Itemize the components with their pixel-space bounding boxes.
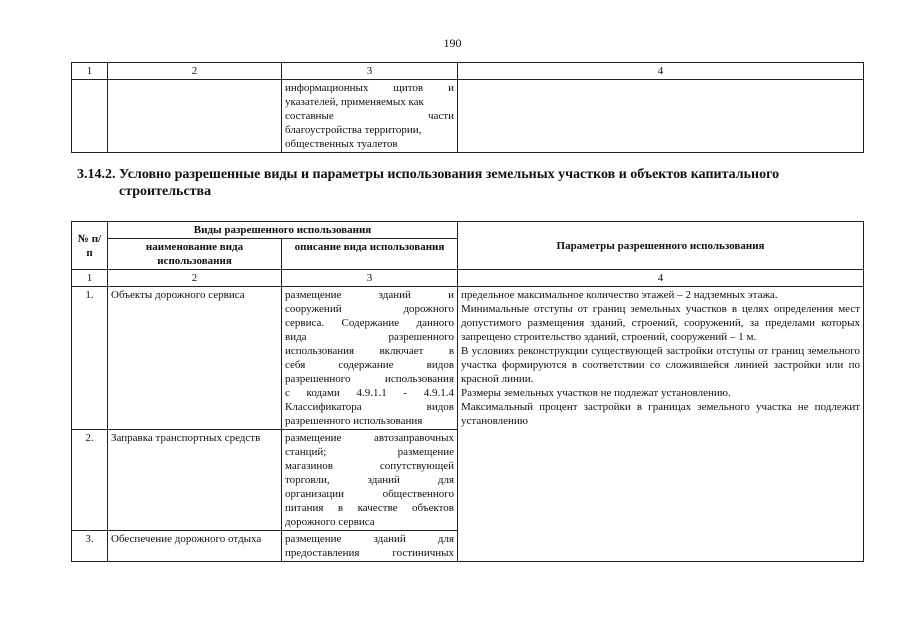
section-title-line2: строительства: [119, 184, 212, 199]
desc-line: магазинов сопутствующей: [285, 460, 455, 472]
section-heading: [77, 166, 857, 200]
desc-line: разрешенного использования: [285, 373, 455, 385]
col-number: 4: [458, 63, 864, 80]
section-number: 3.14.2.: [77, 167, 116, 182]
row-name: Объекты дорожного сервиса: [108, 287, 282, 430]
col-number: 3: [282, 63, 458, 80]
row-name: Заправка транспортных средств: [108, 430, 282, 531]
desc-line: размещение автозаправочных: [285, 432, 455, 444]
row-num: 1.: [72, 287, 108, 430]
params-cell: [458, 287, 864, 562]
desc-line: Классификатора видов: [285, 401, 455, 413]
row-desc: [282, 531, 458, 562]
cell-name: [108, 80, 282, 153]
row-num: 2.: [72, 430, 108, 531]
desc-line: себя содержание видов: [285, 359, 455, 371]
desc-line: вида разрешенного: [285, 331, 455, 343]
col-number: 2: [108, 270, 282, 287]
desc-line: сооружений дорожного: [285, 303, 455, 315]
desc-line: сервиса. Содержание данного: [285, 317, 455, 329]
col-number: 3: [282, 270, 458, 287]
desc-line: с кодами 4.9.1.1 - 4.9.1.4: [285, 387, 455, 399]
desc-line: общественных туалетов: [285, 138, 398, 150]
desc-line: информационных щитов и: [285, 82, 454, 94]
desc-line: размещение зданий и: [285, 289, 455, 301]
header-params: Параметры разрешенного использования: [458, 222, 864, 270]
cell-params: [458, 80, 864, 153]
desc-line: торговли, зданий для: [285, 474, 455, 486]
col-number: 1: [72, 270, 108, 287]
col-number: 2: [108, 63, 282, 80]
row-desc: [282, 287, 458, 430]
desc-line: станций; размещение: [285, 446, 455, 458]
row-desc: [282, 430, 458, 531]
header-types-group: Виды разрешенного использования: [108, 222, 458, 239]
column-number-row: [72, 63, 864, 80]
cell-desc: [282, 80, 458, 153]
param-paragraph: В условиях реконструкции существующей застройки отступы от границ земельного участка формируются в соответствии со сложившейся линией застройки или по красной линии.: [461, 345, 861, 385]
param-paragraph: Размеры земельных участков не подлежат установлению.: [461, 387, 731, 399]
header-name: наименование вида использования: [108, 239, 282, 270]
header-row-1: [72, 222, 864, 239]
param-paragraph: Максимальный процент застройки в границах земельного участка не подлежит установлению: [461, 401, 861, 427]
desc-line: организации общественного: [285, 488, 455, 500]
desc-line: использования включает в: [285, 345, 455, 357]
desc-line: разрешенного использования: [285, 415, 423, 427]
desc-line: дорожного сервиса: [285, 516, 375, 528]
col-number: 4: [458, 270, 864, 287]
desc-line: благоустройства территории,: [285, 124, 422, 136]
row-num: 3.: [72, 531, 108, 562]
param-paragraph: Минимальные отступы от границ земельных участков в целях определения мест допустимого размещения зданий, строений, сооружений, за пределами которых запрещено строительство зданий, строений, сооружений – 1 м.: [461, 303, 861, 343]
land-use-table: [71, 221, 864, 562]
cell-num: [72, 80, 108, 153]
page-number: 190: [443, 36, 462, 50]
header-desc: описание вида использования: [282, 239, 458, 270]
desc-line: размещение зданий для: [285, 533, 455, 545]
desc-line: указателей, применяемых как: [285, 96, 424, 108]
header-num: № п/п: [72, 222, 108, 270]
param-paragraph: предельное максимальное количество этажей – 2 надземных этажа.: [461, 289, 778, 301]
table-row: [72, 287, 864, 430]
desc-line: питания в качестве объектов: [285, 502, 455, 514]
continuation-table: [71, 62, 864, 153]
section-title-line1: Условно разрешенные виды и параметры использования земельных участков и объектов капитального: [119, 167, 780, 182]
desc-line: предоставления гостиничных: [285, 547, 455, 559]
col-number: 1: [72, 63, 108, 80]
row-name: Обеспечение дорожного отдыха: [108, 531, 282, 562]
column-number-row: [72, 270, 864, 287]
desc-line: составные части: [285, 110, 454, 122]
table-row: [72, 80, 864, 153]
